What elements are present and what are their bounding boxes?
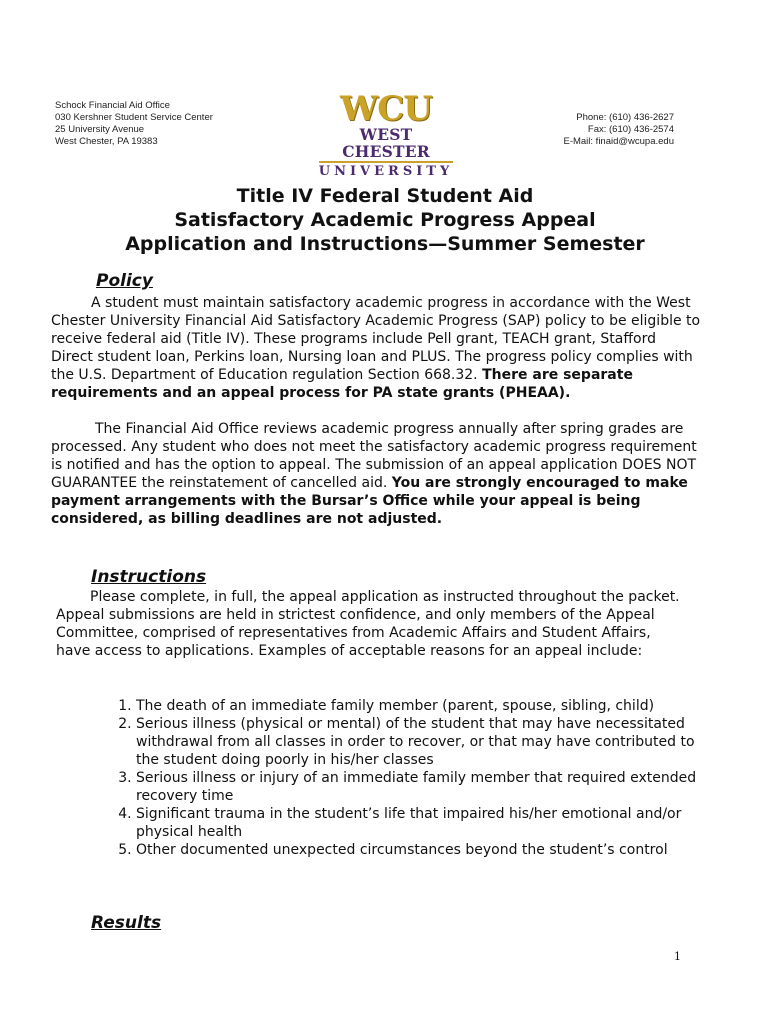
title-line-2: Satisfactory Academic Progress Appeal xyxy=(174,209,596,231)
appeal-reasons-list xyxy=(96,697,716,859)
page-number: 1 xyxy=(674,950,681,963)
office-city: West Chester, PA 19383 xyxy=(55,136,158,147)
logo-wordmark-line1: WEST CHESTER xyxy=(342,125,430,161)
email: E-Mail: finaid@wcupa.edu xyxy=(563,136,674,147)
policy-p2-text: The Financial Aid Office reviews academic progress annually after spring grades are processed. Any student who does not meet the satisfactory academic progress requirement is notified and has the option to appeal. The submission of an appeal application DOES NOT GUARANTEE the reinstatement of cancelled aid. xyxy=(51,421,697,491)
office-street: 25 University Avenue xyxy=(55,124,145,135)
instructions-paragraph: Please complete, in full, the appeal application as instructed throughout the packet. Appeal submissions are held in strictest confidence, and only members of the Appeal Committee, comprised of representatives from Academic Affairs and Student Affairs, have access to applications. Examples of acceptable reasons for an appeal include: xyxy=(56,589,680,659)
list-item: 4. Significant trauma in the student’s life that impaired his/her emotional and/or physical health xyxy=(136,805,716,841)
fax: Fax: (610) 436-2574 xyxy=(587,124,674,135)
list-item: 5. Other documented unexpected circumstances beyond the student’s control xyxy=(136,841,716,859)
policy-paragraph-2 xyxy=(51,420,701,528)
title-line-3: Application and Instructions—Summer Semester xyxy=(125,233,645,255)
office-address xyxy=(55,100,213,148)
policy-p2-bold: You are strongly encouraged to make payment arrangements with the Bursar’s Office while your appeal is being considered, as billing deadlines are not adjusted. xyxy=(51,475,688,527)
list-item: 1. The death of an immediate family member (parent, spouse, sibling, child) xyxy=(136,697,716,715)
phone: Phone: (610) 436-2627 xyxy=(576,112,674,123)
contact-info xyxy=(563,112,674,148)
policy-heading: Policy xyxy=(96,271,153,291)
office-building: 030 Kershner Student Service Center xyxy=(55,112,213,123)
wcu-logo xyxy=(316,89,456,179)
logo-mark: WCU xyxy=(340,89,432,129)
office-name: Schock Financial Aid Office xyxy=(55,100,170,111)
results-heading: Results xyxy=(91,913,162,933)
policy-p1-bold: There are separate requirements and an appeal process for PA state grants (PHEAA). xyxy=(51,367,633,401)
list-item: 3. Serious illness or injury of an immediate family member that required extended recovery time xyxy=(136,769,716,805)
instructions-heading: Instructions xyxy=(91,567,207,587)
list-item: 2. Serious illness (physical or mental) of the student that may have necessitated withdrawal from all classes in order to recover, or that may have contributed to the student doing poorly in his/her classes xyxy=(136,715,716,769)
logo-wordmark-line2: UNIVERSITY xyxy=(319,161,454,179)
policy-paragraph-1 xyxy=(51,294,701,402)
title-line-1: Title IV Federal Student Aid xyxy=(236,185,534,207)
document-title xyxy=(0,184,770,256)
policy-p1-text: A student must maintain satisfactory academic progress in accordance with the West Chester University Financial Aid Satisfactory Academic Progress (SAP) policy to be eligible to receive federal aid (Title IV). These programs include Pell grant, TEACH grant, Stafford Direct student loan, Perkins loan, Nursing loan and PLUS. The progress policy complies with the U.S. Department of Education regulation Section 668.32. xyxy=(51,295,701,383)
